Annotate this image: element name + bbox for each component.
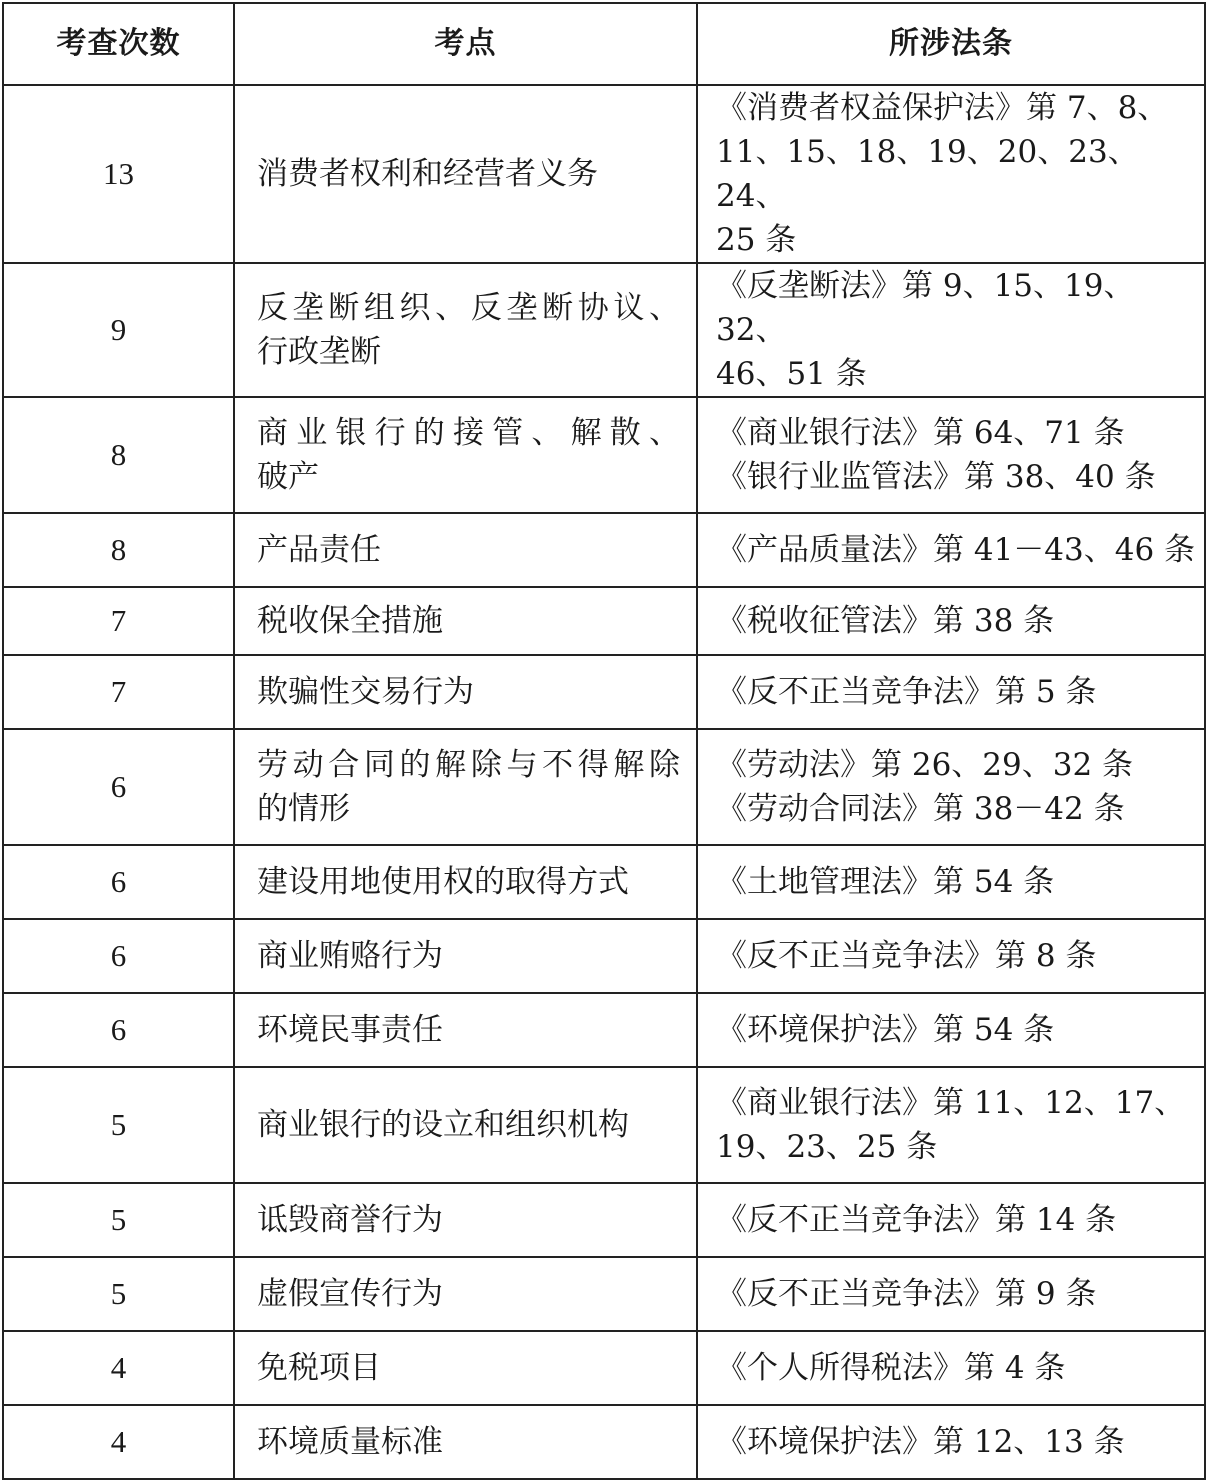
exam-point-line: 诋毁商誉行为 [257, 1202, 443, 1238]
law-article-line: 《反不正当竞争法》第 8 条 [716, 938, 1097, 974]
header-count: 考查次数 [3, 3, 234, 85]
exam-count-cell: 6 [3, 729, 234, 845]
law-article-line: 19、23、25 条 [716, 1129, 938, 1165]
table-row [3, 1331, 1205, 1405]
exam-point-line: 的情形 [257, 791, 350, 827]
law-article-line: 《劳动法》第 26、29、32 条 [716, 747, 1134, 783]
exam-point-line: 税收保全措施 [257, 603, 443, 639]
exam-point-line: 消费者权利和经营者义务 [257, 156, 598, 192]
exam-point-cell [234, 1257, 697, 1331]
law-article-line: 《商业银行法》第 64、71 条 [716, 415, 1125, 451]
exam-point-line: 行政垄断 [257, 334, 381, 370]
law-article-cell [697, 1331, 1205, 1405]
exam-count-cell: 4 [3, 1405, 234, 1479]
exam-count-cell: 8 [3, 513, 234, 587]
exam-point-line: 破产 [257, 459, 319, 495]
table-row [3, 1257, 1205, 1331]
exam-point-cell [234, 845, 697, 919]
exam-point-cell [234, 263, 697, 397]
exam-count-cell: 5 [3, 1257, 234, 1331]
exam-point-cell [234, 993, 697, 1067]
exam-point-cell [234, 1405, 697, 1479]
law-article-line: 《反不正当竞争法》第 14 条 [716, 1202, 1117, 1238]
law-article-line: 《环境保护法》第 54 条 [716, 1012, 1055, 1048]
exam-point-line: 劳动合同的解除与不得解除 [257, 747, 680, 783]
law-article-line: 25 条 [716, 222, 797, 258]
exam-point-cell [234, 729, 697, 845]
exam-count-cell: 8 [3, 397, 234, 513]
law-article-line: 《税收征管法》第 38 条 [716, 603, 1055, 639]
law-article-line: 《反不正当竞争法》第 9 条 [716, 1276, 1097, 1312]
exam-point-line: 免税项目 [257, 1350, 381, 1386]
law-article-cell [697, 729, 1205, 845]
law-article-cell [697, 1257, 1205, 1331]
exam-point-cell [234, 655, 697, 729]
law-article-cell [697, 655, 1205, 729]
exam-count-cell: 6 [3, 919, 234, 993]
law-article-line: 11、15、18、19、20、23、24、 [716, 134, 1139, 214]
law-article-cell [697, 587, 1205, 655]
exam-count-cell: 6 [3, 845, 234, 919]
table-row [3, 845, 1205, 919]
exam-point-line: 建设用地使用权的取得方式 [257, 864, 629, 900]
law-article-cell [697, 397, 1205, 513]
exam-point-line: 商业贿赂行为 [257, 938, 443, 974]
header-row [3, 3, 1205, 85]
exam-point-cell [234, 1331, 697, 1405]
exam-point-cell [234, 919, 697, 993]
exam-count-cell: 6 [3, 993, 234, 1067]
table-body [3, 85, 1205, 1479]
law-article-line: 《反不正当竞争法》第 5 条 [716, 674, 1097, 710]
exam-point-line: 虚假宣传行为 [257, 1276, 443, 1312]
table-row [3, 587, 1205, 655]
table-row [3, 85, 1205, 263]
exam-point-line: 欺骗性交易行为 [257, 674, 474, 710]
table-row [3, 919, 1205, 993]
law-frequency-table [2, 2, 1206, 1480]
law-article-cell [697, 845, 1205, 919]
law-article-line: 46、51 条 [716, 356, 867, 392]
law-article-cell [697, 1183, 1205, 1257]
table-row [3, 397, 1205, 513]
exam-count-cell: 9 [3, 263, 234, 397]
table-row [3, 729, 1205, 845]
law-article-line: 《个人所得税法》第 4 条 [716, 1350, 1066, 1386]
law-article-cell [697, 263, 1205, 397]
law-article-line: 《土地管理法》第 54 条 [716, 864, 1055, 900]
law-article-line: 《消费者权益保护法》第 7、8、 [716, 90, 1169, 126]
law-article-cell [697, 993, 1205, 1067]
exam-count-cell: 13 [3, 85, 234, 263]
exam-count-cell: 5 [3, 1067, 234, 1183]
table-row [3, 1405, 1205, 1479]
header-law: 所涉法条 [697, 3, 1205, 85]
exam-point-cell [234, 587, 697, 655]
law-article-line: 《劳动合同法》第 38－42 条 [716, 791, 1125, 827]
law-article-line: 《反垄断法》第 9、15、19、32、 [716, 268, 1135, 348]
exam-point-line: 商业银行的设立和组织机构 [257, 1107, 629, 1143]
exam-point-cell [234, 1183, 697, 1257]
law-article-line: 《产品质量法》第 41－43、46 条 [716, 532, 1196, 568]
law-article-line: 《环境保护法》第 12、13 条 [716, 1424, 1125, 1460]
law-article-cell [697, 1405, 1205, 1479]
exam-point-cell [234, 85, 697, 263]
exam-count-cell: 5 [3, 1183, 234, 1257]
law-article-line: 《商业银行法》第 11、12、17、 [716, 1085, 1186, 1121]
exam-count-cell: 7 [3, 655, 234, 729]
table-row [3, 1183, 1205, 1257]
exam-point-line: 环境质量标准 [257, 1424, 443, 1460]
table-row [3, 655, 1205, 729]
exam-point-cell [234, 397, 697, 513]
exam-point-line: 环境民事责任 [257, 1012, 443, 1048]
exam-point-cell [234, 1067, 697, 1183]
exam-point-line: 反垄断组织、反垄断协议、 [257, 290, 680, 326]
law-article-cell [697, 1067, 1205, 1183]
table-row [3, 513, 1205, 587]
table-row [3, 993, 1205, 1067]
law-article-line: 《银行业监管法》第 38、40 条 [716, 459, 1156, 495]
table-row [3, 263, 1205, 397]
law-article-cell [697, 85, 1205, 263]
exam-point-line: 产品责任 [257, 532, 381, 568]
table-row [3, 1067, 1205, 1183]
exam-point-cell [234, 513, 697, 587]
law-article-cell [697, 513, 1205, 587]
exam-point-line: 商业银行的接管、解散、 [257, 415, 680, 451]
law-article-cell [697, 919, 1205, 993]
exam-count-cell: 7 [3, 587, 234, 655]
header-point: 考点 [234, 3, 697, 85]
exam-count-cell: 4 [3, 1331, 234, 1405]
